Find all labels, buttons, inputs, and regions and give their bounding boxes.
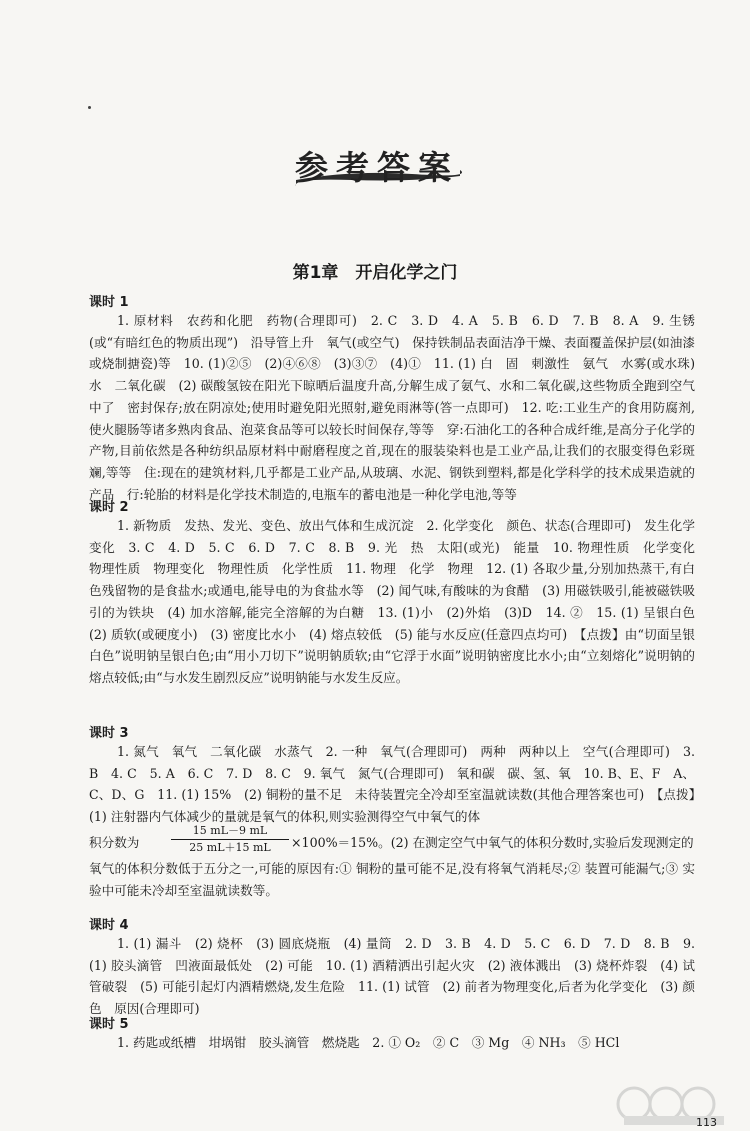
lesson-answers: 1. (1) 漏斗 (2) 烧杯 (3) 圆底烧瓶 (4) 量筒 2. D 3. B 4. D 5. C 6. D 7. D 8. B 9. (1) 胶头滴管 凹液面最低处 (2) 可能 10. (1) 酒精洒出引起火灾 (2) 液体溅出 (3) 烧杯炸裂 (4) 试管破裂 (5) 可能引起灯内酒精燃烧,发生危险 11. (1) 试管 (2) 前者为物理变化,后者为化学变化 (3) 颜色 原因(合理即可) bbox=[89, 936, 695, 1017]
lesson-label: 课时 3 bbox=[89, 726, 129, 741]
fraction-denominator: 25 mL＋15 mL bbox=[189, 841, 271, 854]
fraction-trailing-text: ×100%＝15%。(2) 在测定空气中氧气的体积分数时,实验后发现测定的 bbox=[291, 835, 694, 850]
lesson-answers: 1. 原材料 农药和化肥 药物(合理即可) 2. C 3. D 4. A 5. B 6. D 7. B 8. A 9. 生锈(或“有暗红色的物质出现”) 沿导管上升 氧气(或空气) 保持铁制品表面洁净干燥、表面覆盖保护层(如油漆或烧制搪瓷)等 10. (1)②⑤ (2)④⑥⑧ (3)③⑦ (4)① 11. (1) 白 固 刺激性 氨气 水雾(或水珠) 水 二氧化碳 (2) 碳酸氢铵在阳光下晾晒后温度升高,分解生成了氨气、水和二氧化碳,这些物质全跑到空气中了 密封保存;放在阴凉处;使用时避免阳光照射,避免雨淋等(答一点即可) 12. 吃:工业生产的食用防腐剂,使火腿肠等诸多熟肉食品、泡菜食品等可以较长时间保存,等等 穿:石油化工的各种合成纤维,是高分子化学的产物,目前依然是各种纺织品原材料中耐磨程度之首,现在的服装染料也是工业产品,让我们的衣服变得色彩斑斓,等等 住:现在的建筑材料,几乎都是工业产品,从玻璃、水泥、钢铁到塑料,都是化学科学的技术成果造就的产品 行:轮胎的材料是化学技术制造的,电瓶车的蓄电池是一种化学电池,等等 bbox=[89, 313, 708, 502]
fraction-numerator: 15 mL－9 mL bbox=[171, 824, 289, 840]
chapter-heading: 第1章 开启化学之门 bbox=[292, 263, 458, 283]
fraction-formula-line bbox=[89, 824, 695, 856]
page-title: 参考答案 bbox=[295, 148, 459, 187]
lesson-answers-continued: 氧气的体积分数低于五分之一,可能的原因有:① 铜粉的量可能不足,没有将氧气消耗尽;② 装置可能漏气;③ 实验中可能未冷却至室温就读数等。 bbox=[89, 861, 695, 898]
watermark-logo bbox=[614, 1084, 740, 1128]
page-number: 113 bbox=[696, 1116, 717, 1129]
fraction-lead-text: 积分数为 bbox=[89, 835, 140, 850]
lesson-answers: 1. 氮气 氧气 二氧化碳 水蒸气 2. 一种 氧气(合理即可) 两种 两种以上 空气(合理即可) 3. B 4. C 5. A 6. C 7. D 8. C 9. 氧气 氮气(合理即可) 氧和碳 碳、氢、氧 10. B、E、F A、C、D、G 11. (1) 15% (2) 铜粉的量不足 未待装置完全冷却至室温就读数(其他合理答案也可) 【点拨】(1) 注射器内气体减少的量就是氧气的体积,则实验测得空气中氧气的体 bbox=[89, 744, 695, 825]
fraction bbox=[171, 824, 289, 855]
lesson-label: 课时 1 bbox=[89, 295, 129, 310]
lesson-label: 课时 5 bbox=[89, 1017, 129, 1032]
lesson-answers: 1. 新物质 发热、发光、变色、放出气体和生成沉淀 2. 化学变化 颜色、状态(合理即可) 发生化学变化 3. C 4. D 5. C 6. D 7. C 8. B 9. 光 热 太阳(或光) 能量 10. 物理性质 化学变化 物理性质 物理变化 物理性质 化学性质 11. 物理 化学 物理 12. (1) 各取少量,分别加热蒸干,有白色残留物的是食盐水;或通电,能导电的为食盐水等 (2) 闻气味,有酸味的为食醋 (3) 用磁铁吸引,能被磁铁吸引的为铁块 (4) 加水溶解,能完全溶解的为白糖 13. (1)小 (2)外焰 (3)D 14. ② 15. (1) 呈银白色 (2) 质软(或硬度小) (3) 密度比水小 (4) 熔点较低 (5) 能与水反应(任意四点均可) 【点拨】由“切面呈银白色”说明钠呈银白色;由“用小刀切下”说明钠质软;由“它浮于水面”说明钠密度比水小;由“立刻熔化”说明钠的熔点较低;由“与水发生剧烈反应”说明钠能与水发生反应。 bbox=[89, 518, 708, 685]
speck-mark bbox=[88, 106, 91, 109]
lesson-label: 课时 2 bbox=[89, 500, 129, 515]
lesson-label: 课时 4 bbox=[89, 918, 129, 933]
page-title-banner bbox=[292, 140, 462, 186]
lesson-answers: 1. 药匙或纸槽 坩埚钳 胶头滴管 燃烧匙 2. ① O₂ ② C ③ Mg ④ NH₃ ⑤ HCl bbox=[117, 1035, 620, 1050]
